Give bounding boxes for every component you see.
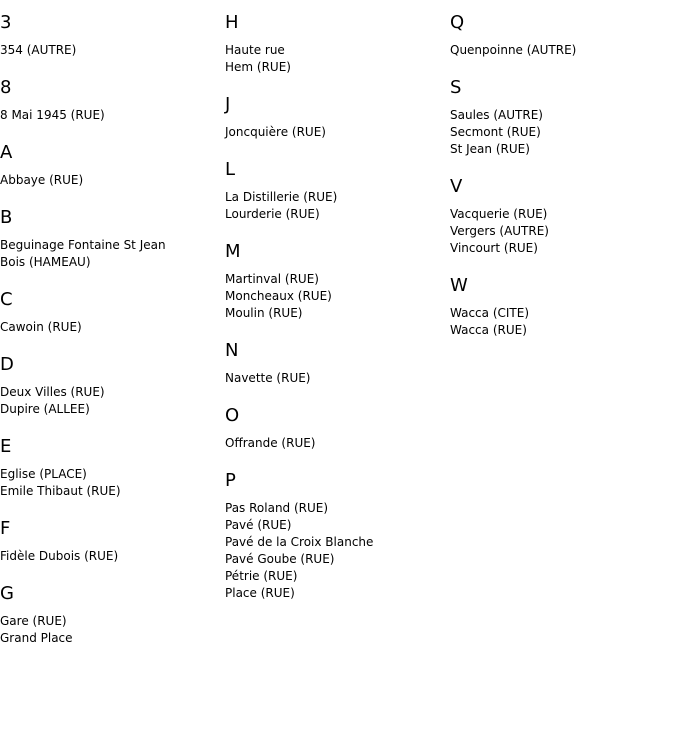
- street-link[interactable]: Offrande (RUE): [225, 436, 316, 450]
- street-list: [450, 297, 675, 339]
- section-letter-heading: N: [225, 340, 239, 361]
- letter-section: [450, 164, 675, 263]
- letter-section: [450, 263, 675, 345]
- street-link[interactable]: Cawoin (RUE): [0, 320, 82, 334]
- street-list: [0, 458, 225, 500]
- street-link[interactable]: La Distillerie (RUE): [225, 190, 338, 204]
- letter-section: [225, 328, 450, 393]
- letter-section: [0, 195, 225, 277]
- street-link[interactable]: Navette (RUE): [225, 371, 311, 385]
- street-list: [0, 605, 225, 647]
- street-link[interactable]: Pavé (RUE): [225, 518, 292, 532]
- street-link[interactable]: Joncquière (RUE): [225, 125, 326, 139]
- street-link[interactable]: Moulin (RUE): [225, 306, 303, 320]
- section-spacer: [450, 339, 675, 345]
- section-letter-heading: D: [0, 354, 14, 375]
- section-letter-heading: A: [0, 142, 13, 163]
- street-link[interactable]: Deux Villes (RUE): [0, 385, 105, 399]
- street-list: [225, 492, 450, 602]
- street-link[interactable]: Pavé Goube (RUE): [225, 552, 335, 566]
- section-letter-heading: S: [450, 77, 462, 98]
- street-link[interactable]: Fidèle Dubois (RUE): [0, 549, 119, 563]
- street-link[interactable]: Martinval (RUE): [225, 272, 319, 286]
- street-link[interactable]: Wacca (RUE): [450, 323, 527, 337]
- section-letter-heading: G: [0, 583, 14, 604]
- street-link[interactable]: St Jean (RUE): [450, 142, 530, 156]
- street-link[interactable]: Gare (RUE): [0, 614, 67, 628]
- section-spacer: [0, 647, 225, 653]
- street-list: [225, 263, 450, 322]
- letter-section: [0, 506, 225, 571]
- street-list: [225, 181, 450, 223]
- letter-section: [450, 0, 675, 65]
- index-column-2: [225, 0, 450, 608]
- letter-section: [0, 277, 225, 342]
- section-letter-heading: Q: [450, 12, 465, 33]
- street-link[interactable]: 8 Mai 1945 (RUE): [0, 108, 105, 122]
- street-list: [0, 34, 225, 59]
- street-link[interactable]: Place (RUE): [225, 586, 295, 600]
- street-list: [0, 229, 225, 271]
- section-letter-heading: W: [450, 275, 468, 296]
- street-link[interactable]: Beguinage Fontaine St Jean: [0, 238, 166, 252]
- street-link[interactable]: Lourderie (RUE): [225, 207, 320, 221]
- letter-section: [225, 458, 450, 608]
- street-list: [0, 376, 225, 418]
- section-letter-heading: M: [225, 241, 241, 262]
- street-link[interactable]: Wacca (CITE): [450, 306, 530, 320]
- street-list: [0, 311, 225, 336]
- street-link[interactable]: Vacquerie (RUE): [450, 207, 548, 221]
- section-letter-heading: L: [225, 159, 236, 180]
- street-list: [225, 427, 450, 452]
- street-list: [225, 116, 450, 141]
- section-letter-heading: P: [225, 470, 236, 491]
- street-list: [0, 540, 225, 565]
- section-letter-heading: 8: [0, 77, 12, 98]
- letter-section: [225, 229, 450, 328]
- street-link[interactable]: Pavé de la Croix Blanche: [225, 535, 374, 549]
- letter-section: [225, 393, 450, 458]
- letter-section: [0, 130, 225, 195]
- section-letter-heading: C: [0, 289, 13, 310]
- street-link[interactable]: Pétrie (RUE): [225, 569, 298, 583]
- street-link[interactable]: Hem (RUE): [225, 60, 291, 74]
- street-list: [450, 34, 675, 59]
- street-link[interactable]: Bois (HAMEAU): [0, 255, 91, 269]
- street-link[interactable]: Dupire (ALLEE): [0, 402, 90, 416]
- letter-section: [0, 65, 225, 130]
- letter-section: [225, 147, 450, 229]
- street-list: [0, 99, 225, 124]
- index-column-1: [0, 0, 225, 653]
- street-link[interactable]: Secmont (RUE): [450, 125, 541, 139]
- section-letter-heading: O: [225, 405, 240, 426]
- section-letter-heading: 3: [0, 12, 12, 33]
- section-letter-heading: V: [450, 176, 463, 197]
- street-list: [225, 34, 450, 76]
- street-link[interactable]: Saules (AUTRE): [450, 108, 543, 122]
- street-link[interactable]: 354 (AUTRE): [0, 43, 77, 57]
- section-letter-heading: J: [225, 94, 231, 115]
- street-link[interactable]: Abbaye (RUE): [0, 173, 84, 187]
- street-list: [225, 362, 450, 387]
- section-letter-heading: F: [0, 518, 11, 539]
- letter-section: [225, 0, 450, 82]
- section-spacer: [225, 602, 450, 608]
- street-list: [0, 164, 225, 189]
- section-letter-heading: E: [0, 436, 12, 457]
- letter-section: [0, 571, 225, 653]
- street-link[interactable]: Quenpoinne (AUTRE): [450, 43, 577, 57]
- street-link[interactable]: Moncheaux (RUE): [225, 289, 332, 303]
- letter-section: [450, 65, 675, 164]
- letter-section: [225, 82, 450, 147]
- street-link[interactable]: Haute rue: [225, 43, 285, 57]
- street-link[interactable]: Eglise (PLACE): [0, 467, 87, 481]
- section-letter-heading: H: [225, 12, 239, 33]
- street-list: [450, 198, 675, 257]
- street-link[interactable]: Vergers (AUTRE): [450, 224, 549, 238]
- letter-section: [0, 424, 225, 506]
- letter-section: [0, 0, 225, 65]
- street-link[interactable]: Vincourt (RUE): [450, 241, 538, 255]
- street-list: [450, 99, 675, 158]
- street-link[interactable]: Grand Place: [0, 631, 73, 645]
- section-letter-heading: B: [0, 207, 13, 228]
- street-link[interactable]: Emile Thibaut (RUE): [0, 484, 121, 498]
- letter-section: [0, 342, 225, 424]
- street-link[interactable]: Pas Roland (RUE): [225, 501, 329, 515]
- index-column-3: [450, 0, 675, 345]
